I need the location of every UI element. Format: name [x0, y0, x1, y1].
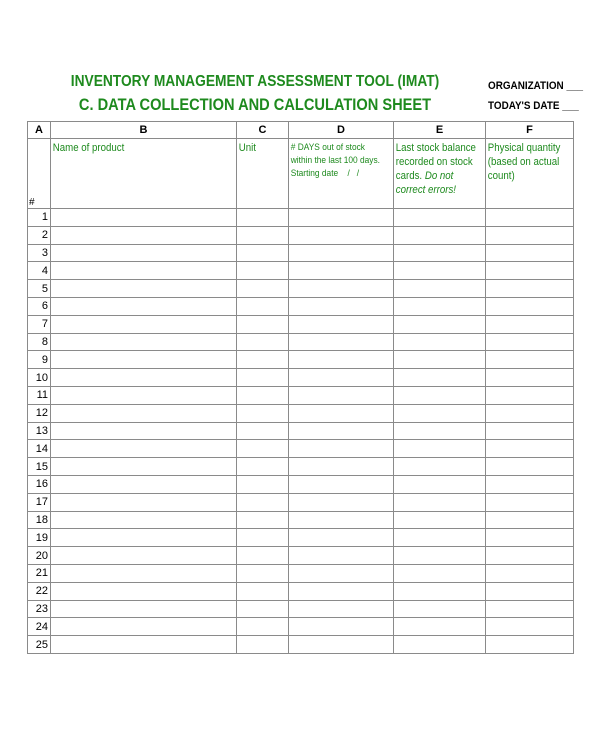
unit-cell[interactable]	[237, 209, 289, 227]
last-stock-balance-cell[interactable]	[394, 493, 486, 511]
document-title: INVENTORY MANAGEMENT ASSESSMENT TOOL (IMAT)	[70, 73, 440, 90]
column-letter: B	[51, 122, 237, 139]
last-stock-balance-cell[interactable]	[394, 636, 486, 654]
physical-quantity-cell[interactable]	[486, 547, 574, 565]
row-number: 6	[28, 297, 51, 315]
physical-quantity-header	[486, 139, 574, 209]
table-row	[28, 244, 574, 262]
unit-cell[interactable]	[237, 280, 289, 298]
physical-quantity-cell[interactable]	[486, 369, 574, 387]
physical-quantity-cell[interactable]	[486, 244, 574, 262]
days-out-of-stock-cell[interactable]	[289, 582, 394, 600]
last-stock-balance-cell[interactable]	[394, 475, 486, 493]
table-row	[28, 351, 574, 369]
table-row	[28, 618, 574, 636]
days-out-of-stock-cell[interactable]	[289, 422, 394, 440]
row-number: 13	[28, 422, 51, 440]
row-number: 16	[28, 475, 51, 493]
unit-cell[interactable]	[237, 244, 289, 262]
table-row	[28, 280, 574, 298]
physical-quantity-cell[interactable]	[486, 351, 574, 369]
days-out-of-stock-cell[interactable]	[289, 280, 394, 298]
unit-cell[interactable]	[237, 600, 289, 618]
last-stock-balance-cell[interactable]	[394, 422, 486, 440]
unit-cell[interactable]	[237, 351, 289, 369]
physical-quantity-cell[interactable]	[486, 475, 574, 493]
last-stock-balance-cell[interactable]	[394, 226, 486, 244]
todays-date-label: TODAY'S DATE ___	[488, 100, 579, 112]
physical-quantity-cell[interactable]	[486, 618, 574, 636]
unit-cell[interactable]	[237, 511, 289, 529]
column-letter-row	[28, 122, 574, 139]
table-row	[28, 636, 574, 654]
unit-cell[interactable]	[237, 458, 289, 476]
product-name-cell[interactable]	[51, 582, 237, 600]
physical-quantity-cell[interactable]	[486, 262, 574, 280]
physical-quantity-cell[interactable]	[486, 440, 574, 458]
row-number: 12	[28, 404, 51, 422]
product-name-cell[interactable]	[51, 618, 237, 636]
row-number: 24	[28, 618, 51, 636]
name-of-product-header	[51, 139, 237, 209]
row-number: 10	[28, 369, 51, 387]
unit-cell[interactable]	[237, 547, 289, 565]
unit-cell[interactable]	[237, 333, 289, 351]
header-warning: correct errors!	[395, 184, 457, 196]
product-name-cell[interactable]	[51, 226, 237, 244]
physical-quantity-cell[interactable]	[486, 582, 574, 600]
last-stock-balance-cell[interactable]	[394, 262, 486, 280]
organization-label: ORGANIZATION ___	[488, 80, 583, 92]
header-line: within the last 100 days.	[290, 155, 380, 166]
table-row	[28, 458, 574, 476]
days-out-of-stock-cell[interactable]	[289, 315, 394, 333]
product-name-cell[interactable]	[51, 529, 237, 547]
title-block	[0, 72, 510, 116]
product-name-cell[interactable]	[51, 564, 237, 582]
table-row	[28, 315, 574, 333]
days-out-of-stock-cell[interactable]	[289, 351, 394, 369]
header-line: (based on actual	[487, 156, 560, 168]
days-out-of-stock-cell[interactable]	[289, 458, 394, 476]
last-stock-balance-cell[interactable]	[394, 404, 486, 422]
product-name-cell[interactable]	[51, 386, 237, 404]
product-name-cell[interactable]	[51, 475, 237, 493]
table-row	[28, 564, 574, 582]
data-collection-table	[27, 121, 574, 654]
product-name-cell[interactable]	[51, 351, 237, 369]
last-stock-balance-cell[interactable]	[394, 333, 486, 351]
product-name-cell[interactable]	[51, 511, 237, 529]
header-line: Physical quantity	[487, 142, 561, 154]
table-row	[28, 386, 574, 404]
unit-cell[interactable]	[237, 386, 289, 404]
header-warning: Do not	[424, 170, 454, 182]
row-number: 14	[28, 440, 51, 458]
table-row	[28, 369, 574, 387]
unit-cell[interactable]	[237, 475, 289, 493]
table-row	[28, 475, 574, 493]
table-row	[28, 582, 574, 600]
unit-cell[interactable]	[237, 493, 289, 511]
header-line: recorded on stock	[395, 156, 473, 168]
unit-cell[interactable]	[237, 315, 289, 333]
table-row	[28, 547, 574, 565]
row-number: 7	[28, 315, 51, 333]
product-name-cell[interactable]	[51, 244, 237, 262]
days-out-of-stock-cell[interactable]	[289, 404, 394, 422]
unit-header	[237, 139, 289, 209]
header-line: # DAYS out of stock	[290, 142, 365, 153]
row-number: 22	[28, 582, 51, 600]
days-out-of-stock-cell[interactable]	[289, 600, 394, 618]
column-letter: E	[394, 122, 486, 139]
days-out-of-stock-cell[interactable]	[289, 529, 394, 547]
days-out-of-stock-cell[interactable]	[289, 511, 394, 529]
header-line: cards.	[395, 170, 423, 182]
table-row	[28, 529, 574, 547]
physical-quantity-cell[interactable]	[486, 297, 574, 315]
row-number: 19	[28, 529, 51, 547]
last-stock-balance-cell[interactable]	[394, 511, 486, 529]
row-number: 25	[28, 636, 51, 654]
unit-cell[interactable]	[237, 226, 289, 244]
header-row	[28, 139, 574, 209]
product-name-cell[interactable]	[51, 297, 237, 315]
days-out-of-stock-cell[interactable]	[289, 440, 394, 458]
hash-header: #	[28, 139, 51, 209]
last-stock-balance-cell[interactable]	[394, 209, 486, 227]
days-out-of-stock-cell[interactable]	[289, 333, 394, 351]
days-out-of-stock-cell[interactable]	[289, 386, 394, 404]
row-number: 21	[28, 564, 51, 582]
product-name-cell[interactable]	[51, 209, 237, 227]
physical-quantity-cell[interactable]	[486, 209, 574, 227]
days-out-of-stock-cell[interactable]	[289, 547, 394, 565]
days-out-of-stock-cell[interactable]	[289, 369, 394, 387]
physical-quantity-cell[interactable]	[486, 422, 574, 440]
last-stock-balance-cell[interactable]	[394, 564, 486, 582]
unit-cell[interactable]	[237, 582, 289, 600]
row-number: 4	[28, 262, 51, 280]
last-stock-balance-cell[interactable]	[394, 529, 486, 547]
product-name-cell[interactable]	[51, 280, 237, 298]
unit-cell[interactable]	[237, 529, 289, 547]
table-row	[28, 440, 574, 458]
table-row	[28, 209, 574, 227]
row-number: 18	[28, 511, 51, 529]
header-line: Starting date / /	[290, 168, 360, 179]
last-stock-balance-cell[interactable]	[394, 244, 486, 262]
unit-cell[interactable]	[237, 422, 289, 440]
unit-cell[interactable]	[237, 297, 289, 315]
last-stock-balance-cell[interactable]	[394, 440, 486, 458]
product-name-cell[interactable]	[51, 458, 237, 476]
days-out-of-stock-cell[interactable]	[289, 493, 394, 511]
product-name-cell[interactable]	[51, 422, 237, 440]
last-stock-balance-cell[interactable]	[394, 600, 486, 618]
row-number: 8	[28, 333, 51, 351]
physical-quantity-cell[interactable]	[486, 386, 574, 404]
days-out-of-stock-cell[interactable]	[289, 564, 394, 582]
physical-quantity-cell[interactable]	[486, 636, 574, 654]
row-number: 20	[28, 547, 51, 565]
table-row	[28, 600, 574, 618]
row-number: 3	[28, 244, 51, 262]
table-row	[28, 422, 574, 440]
last-stock-balance-cell[interactable]	[394, 582, 486, 600]
product-name-cell[interactable]	[51, 333, 237, 351]
last-stock-balance-cell[interactable]	[394, 297, 486, 315]
product-name-cell[interactable]	[51, 600, 237, 618]
table-row	[28, 333, 574, 351]
days-out-of-stock-header	[289, 139, 394, 209]
unit-cell[interactable]	[237, 440, 289, 458]
last-stock-balance-cell[interactable]	[394, 458, 486, 476]
last-stock-balance-cell[interactable]	[394, 386, 486, 404]
physical-quantity-cell[interactable]	[486, 564, 574, 582]
document-subtitle: C. DATA COLLECTION AND CALCULATION SHEET	[78, 95, 432, 114]
unit-cell[interactable]	[237, 262, 289, 280]
row-number: 15	[28, 458, 51, 476]
unit-cell[interactable]	[237, 636, 289, 654]
product-name-cell[interactable]	[51, 636, 237, 654]
row-number: 1	[28, 209, 51, 227]
last-stock-balance-cell[interactable]	[394, 351, 486, 369]
unit-cell[interactable]	[237, 369, 289, 387]
days-out-of-stock-cell[interactable]	[289, 618, 394, 636]
days-out-of-stock-cell[interactable]	[289, 244, 394, 262]
physical-quantity-cell[interactable]	[486, 226, 574, 244]
physical-quantity-cell[interactable]	[486, 493, 574, 511]
product-name-cell[interactable]	[51, 369, 237, 387]
physical-quantity-cell[interactable]	[486, 333, 574, 351]
days-out-of-stock-cell[interactable]	[289, 226, 394, 244]
last-stock-balance-cell[interactable]	[394, 547, 486, 565]
row-number: 17	[28, 493, 51, 511]
header-line: count)	[487, 170, 515, 182]
days-out-of-stock-cell[interactable]	[289, 636, 394, 654]
row-number: 2	[28, 226, 51, 244]
product-name-cell[interactable]	[51, 440, 237, 458]
last-stock-balance-header	[394, 139, 486, 209]
unit-cell[interactable]	[237, 618, 289, 636]
row-number: 5	[28, 280, 51, 298]
physical-quantity-cell[interactable]	[486, 600, 574, 618]
column-letter: A	[28, 122, 51, 139]
row-number: 11	[28, 386, 51, 404]
physical-quantity-cell[interactable]	[486, 458, 574, 476]
product-name-cell[interactable]	[51, 404, 237, 422]
days-out-of-stock-cell[interactable]	[289, 209, 394, 227]
table-row	[28, 262, 574, 280]
table-row	[28, 511, 574, 529]
days-out-of-stock-cell[interactable]	[289, 297, 394, 315]
unit-cell[interactable]	[237, 564, 289, 582]
last-stock-balance-cell[interactable]	[394, 369, 486, 387]
unit-cell[interactable]	[237, 404, 289, 422]
row-number: 9	[28, 351, 51, 369]
column-letter: C	[237, 122, 289, 139]
last-stock-balance-cell[interactable]	[394, 280, 486, 298]
table-row	[28, 226, 574, 244]
product-name-cell[interactable]	[51, 262, 237, 280]
table-row	[28, 404, 574, 422]
days-out-of-stock-cell[interactable]	[289, 262, 394, 280]
table-row	[28, 493, 574, 511]
last-stock-balance-cell[interactable]	[394, 315, 486, 333]
physical-quantity-cell[interactable]	[486, 529, 574, 547]
physical-quantity-cell[interactable]	[486, 404, 574, 422]
column-letter: D	[289, 122, 394, 139]
data-rows	[28, 209, 574, 654]
physical-quantity-cell[interactable]	[486, 511, 574, 529]
physical-quantity-cell[interactable]	[486, 280, 574, 298]
product-name-cell[interactable]	[51, 493, 237, 511]
header-line: Last stock balance	[395, 142, 476, 154]
last-stock-balance-cell[interactable]	[394, 618, 486, 636]
column-letter: F	[486, 122, 574, 139]
product-name-cell[interactable]	[51, 547, 237, 565]
product-name-cell[interactable]	[51, 315, 237, 333]
name-of-product-label: Name of product	[52, 142, 125, 154]
unit-label: Unit	[238, 142, 256, 154]
days-out-of-stock-cell[interactable]	[289, 475, 394, 493]
table-row	[28, 297, 574, 315]
physical-quantity-cell[interactable]	[486, 315, 574, 333]
row-number: 23	[28, 600, 51, 618]
